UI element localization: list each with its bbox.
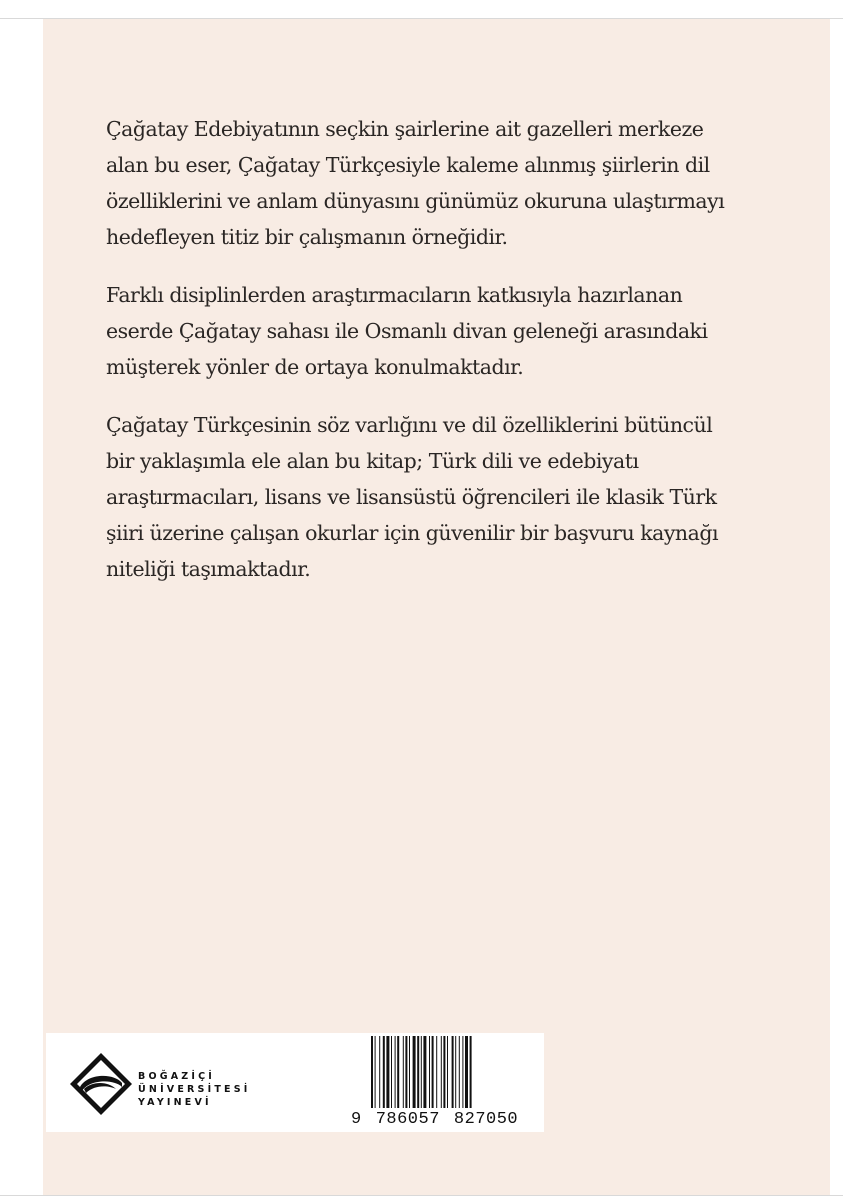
barcode-bar	[441, 1036, 442, 1108]
barcode-bar	[379, 1036, 380, 1108]
barcode-bar	[397, 1036, 399, 1108]
barcode-bar	[403, 1036, 404, 1108]
barcode-bar	[375, 1036, 376, 1108]
barcode-bar	[470, 1036, 472, 1108]
blurb-paragraph-2: Farklı disiplinlerden araştırmacıların katkısıyla hazırlanan eserde Çağatay sahası ile Osmanlı divan geleneği arasındaki müşterek yönler de ortaya konulmaktadır.	[106, 283, 708, 379]
back-cover	[43, 19, 830, 1195]
barcode-bar	[462, 1036, 463, 1108]
isbn-group-2: 827050	[453, 1110, 519, 1129]
barcode-bar	[405, 1036, 407, 1108]
barcode-bar	[429, 1036, 430, 1108]
isbn-number	[351, 1110, 541, 1129]
publisher-name	[138, 1070, 250, 1109]
isbn-prefix: 9	[351, 1110, 362, 1129]
blurb-paragraph-3: Çağatay Türkçesinin söz varlığını ve dil özelliklerini bütüncül bir yaklaşımla ele alan bu kitap; Türk dili ve edebiyatı araştırmacıları, lisans ve lisansüstü öğrencileri ile klasik Türk şiiri üzerine çalışan okurlar için güvenilir bir başvuru kaynağı niteliği taşımaktadır.	[106, 413, 719, 581]
barcode-bar	[371, 1036, 373, 1108]
blurb-paragraph-1: Çağatay Edebiyatının seçkin şairlerine ait gazelleri merkeze alan bu eser, Çağatay Türkçesiyle kaleme alınmış şiirlerin dil özelliklerini ve anlam dünyasını günümüz okuruna ulaştırmayı hedefleyen titiz bir çalışmanın örneğidir.	[106, 117, 725, 249]
barcode-bar	[432, 1036, 434, 1108]
barcode-bar	[409, 1036, 410, 1108]
barcode-bar	[465, 1036, 468, 1108]
isbn-group-1: 786057	[375, 1110, 440, 1129]
publisher-barcode-panel	[46, 1033, 544, 1132]
isbn-barcode	[369, 1036, 543, 1108]
bottom-divider	[0, 1195, 843, 1196]
barcode-bar	[459, 1036, 460, 1108]
barcode-bar	[383, 1036, 385, 1108]
barcode-bar	[413, 1036, 416, 1108]
publisher-name-line-1: BOĞAZİÇİ	[138, 1071, 215, 1082]
barcode-bar	[455, 1036, 456, 1108]
barcode-bar	[421, 1036, 422, 1108]
barcode-bar	[452, 1036, 454, 1108]
barcode-bar	[417, 1036, 419, 1108]
barcode-bar	[391, 1036, 392, 1108]
blurb-text	[106, 111, 746, 609]
barcode-bar	[436, 1036, 437, 1108]
barcode-bar	[395, 1036, 396, 1108]
publisher-logo-icon	[68, 1051, 134, 1117]
barcode-bar	[443, 1036, 445, 1108]
publisher-name-line-3: YAYINEVİ	[138, 1097, 212, 1108]
barcode-bar	[386, 1036, 389, 1108]
publisher-name-line-2: ÜNİVERSİTESİ	[138, 1084, 251, 1095]
barcode-bar	[423, 1036, 426, 1108]
barcode-bar	[447, 1036, 448, 1108]
